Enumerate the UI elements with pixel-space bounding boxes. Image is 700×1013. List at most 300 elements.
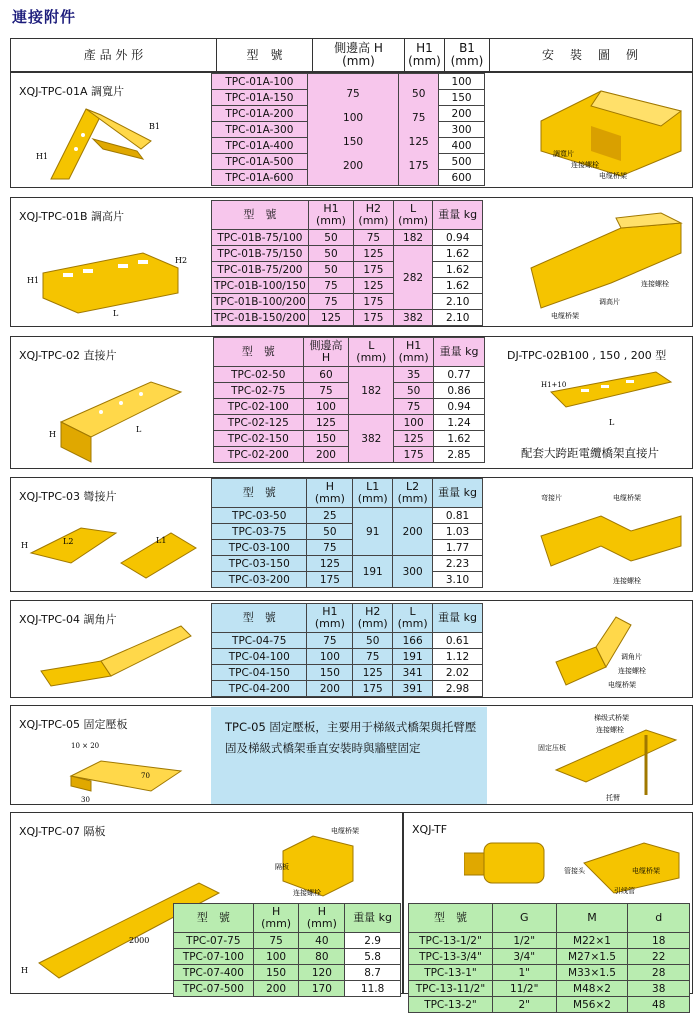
table-cell: 75	[253, 933, 299, 949]
adjust-angle-plate-diagram	[31, 621, 201, 696]
dim-h2-label: H2	[175, 256, 188, 265]
column-header: 型 號	[174, 904, 254, 933]
table-row	[212, 633, 483, 649]
dim-h-label: H	[49, 430, 56, 439]
h1-value: 125	[408, 135, 429, 148]
dim-70: 70	[141, 772, 150, 780]
table-cell: M27×1.5	[556, 949, 628, 965]
label-pipe-joint: 管接头	[564, 867, 585, 875]
table-cell: TPC-01B-75/100	[212, 230, 309, 246]
b1-cell: 300	[439, 122, 485, 138]
table-cell: TPC-13-1/2"	[409, 933, 493, 949]
table-cell: 50	[308, 230, 353, 246]
table-cell: 18	[628, 933, 690, 949]
b1-cell: 400	[439, 138, 485, 154]
label-bolt: 连接螺栓	[596, 726, 624, 734]
column-header: 重量 kg	[434, 338, 485, 367]
table-row	[212, 572, 483, 588]
table-cell: TPC-13-11/2"	[409, 981, 493, 997]
column-header: 型 號	[212, 604, 307, 633]
table-cell: TPC-01B-75/200	[212, 262, 309, 278]
column-header: L (mm)	[349, 338, 394, 367]
col-h1: H1 (mm)	[404, 39, 444, 71]
install-diagram-01b	[521, 208, 691, 323]
table-cell: 1.62	[434, 431, 485, 447]
adjust-width-plate-diagram	[31, 99, 181, 189]
table-row	[212, 681, 483, 697]
spec-table-07	[173, 903, 401, 997]
dim-b1-label: B1	[149, 122, 160, 131]
table-cell: 1/2"	[492, 933, 556, 949]
table-row	[214, 367, 485, 383]
install-diagram-01a	[531, 81, 691, 181]
table-cell: 175	[307, 572, 353, 588]
table-cell: 2.02	[433, 665, 483, 681]
table-cell: 2.98	[433, 681, 483, 697]
install-diagram-07	[273, 821, 398, 901]
column-header: L (mm)	[393, 201, 433, 230]
label-tray: 电缆桥架	[331, 827, 359, 835]
b1-cell: 200	[439, 106, 485, 122]
section-title: XQJ-TF	[412, 823, 448, 836]
table-cell: 11.8	[345, 981, 401, 997]
label-bolt: 连接螺栓	[618, 667, 646, 675]
b1-cell: 600	[439, 170, 485, 186]
column-header: L (mm)	[393, 604, 433, 633]
table-cell: 91	[353, 508, 393, 556]
fixing-plate-diagram	[31, 736, 201, 804]
table-cell: 200	[307, 681, 353, 697]
table-cell: 0.94	[433, 230, 483, 246]
table-cell: TPC-03-75	[212, 524, 307, 540]
dim-h1-label: H1	[27, 276, 40, 285]
column-header: 型 號	[212, 479, 307, 508]
table-cell: TPC-07-75	[174, 933, 254, 949]
install-diagram-05	[536, 710, 691, 804]
model-cell: TPC-01A-400	[212, 138, 308, 154]
label-angle-plate: 调角片	[621, 653, 642, 661]
table-cell: 1.62	[433, 246, 483, 262]
h1-value: 175	[408, 159, 429, 172]
table-row	[409, 997, 690, 1013]
dim-h1-10-label: H1+10	[541, 381, 567, 389]
table-cell: TPC-13-2"	[409, 997, 493, 1013]
table-cell: 175	[354, 310, 394, 326]
table-cell: 100	[394, 415, 434, 431]
table-header-row	[212, 201, 483, 230]
table-row	[212, 74, 485, 90]
label-bolt: 连接螺栓	[641, 280, 669, 288]
table-cell: TPC-02-50	[214, 367, 304, 383]
table-cell: 1"	[492, 965, 556, 981]
table-cell: 1.62	[433, 278, 483, 294]
table-cell: 75	[308, 278, 353, 294]
table-cell: 200	[393, 508, 433, 556]
table-cell: 48	[628, 997, 690, 1013]
table-cell: 175	[353, 681, 393, 697]
label-ladder-tray: 梯级式桥架	[594, 714, 629, 722]
table-cell: 2.85	[434, 447, 485, 463]
table-cell: TPC-02-75	[214, 383, 304, 399]
table-cell: 75	[307, 633, 353, 649]
table-cell: 75	[307, 540, 353, 556]
table-cell: 125	[307, 556, 353, 572]
h-value: 100	[343, 111, 364, 124]
b1-cell: 100	[439, 74, 485, 90]
table-row	[214, 415, 485, 431]
table-header-row	[174, 904, 401, 933]
table-cell: 1.03	[433, 524, 483, 540]
label-partition: 隔板	[275, 863, 289, 871]
table-cell: 175	[394, 447, 434, 463]
table-cell: 125	[308, 310, 353, 326]
table-cell: 3.10	[433, 572, 483, 588]
b1-cell: 150	[439, 90, 485, 106]
table-cell: TPC-03-200	[212, 572, 307, 588]
table-cell: 200	[253, 981, 299, 997]
model-cell: TPC-01A-300	[212, 122, 308, 138]
label-fixing-plate: 固定压板	[538, 744, 566, 752]
table-cell: TPC-07-500	[174, 981, 254, 997]
spec-table-01b	[211, 200, 483, 326]
table-cell: 382	[393, 310, 433, 326]
table-cell: TPC-04-200	[212, 681, 307, 697]
table-cell: 75	[354, 230, 394, 246]
table-header-row	[212, 479, 483, 508]
table-row	[409, 949, 690, 965]
table-cell: 1.62	[433, 262, 483, 278]
table-cell: 2.23	[433, 556, 483, 572]
table-cell: TPC-02-150	[214, 431, 304, 447]
label-tray: 电缆桥架	[632, 867, 660, 875]
h1-value: 50	[412, 87, 426, 100]
section-title: XQJ-TPC-05 固定壓板	[19, 718, 128, 731]
table-header-row	[212, 604, 483, 633]
label-tray: 电缆桥架	[608, 681, 636, 689]
table-cell: 0.94	[434, 399, 485, 415]
table-cell: 125	[394, 431, 434, 447]
model-cell: TPC-01A-150	[212, 90, 308, 106]
column-header: G	[492, 904, 556, 933]
column-header: 重量 kg	[433, 479, 483, 508]
column-header: M	[556, 904, 628, 933]
table-cell: 1.24	[434, 415, 485, 431]
table-cell: 170	[299, 981, 345, 997]
table-cell: M56×2	[556, 997, 628, 1013]
table-header-row	[214, 338, 485, 367]
dim-h1-label: H1	[36, 152, 49, 161]
column-header: 重量 kg	[433, 604, 483, 633]
h-value: 150	[343, 135, 364, 148]
label-tray: 电缆桥架	[551, 312, 579, 320]
dj-plate-diagram	[541, 367, 681, 432]
table-row	[212, 540, 483, 556]
table-row	[212, 230, 483, 246]
table-cell: 182	[393, 230, 433, 246]
label-tray: 电缆桥架	[613, 494, 641, 502]
table-cell: 75	[353, 649, 393, 665]
model-cell: TPC-01A-100	[212, 74, 308, 90]
table-cell: 120	[299, 965, 345, 981]
dim-h-label: H	[21, 966, 28, 975]
dim-l-label: L	[113, 309, 119, 318]
table-cell: 28	[628, 965, 690, 981]
table-cell: 191	[353, 556, 393, 588]
table-cell: 125	[353, 665, 393, 681]
section-title: XQJ-TPC-03 彎接片	[19, 490, 117, 503]
model-cell: TPC-01A-600	[212, 170, 308, 186]
spec-table-01a	[211, 73, 485, 186]
spec-table-02	[213, 337, 485, 463]
table-cell: 8.7	[345, 965, 401, 981]
spec-table-04	[211, 603, 483, 697]
dim-h-label: H	[21, 541, 28, 550]
column-header: 型 號	[214, 338, 304, 367]
col-h: 側邊高 H (mm)	[312, 39, 404, 71]
table-cell: 100	[253, 949, 299, 965]
section-05	[10, 705, 693, 805]
table-row	[409, 981, 690, 997]
dim-l2-label: L2	[63, 537, 74, 546]
section-title: XQJ-TPC-01B 調高片	[19, 210, 125, 223]
table-row	[212, 508, 483, 524]
dim-l-label: L	[136, 425, 142, 434]
col-b1: B1 (mm)	[444, 39, 489, 71]
table-cell: TPC-04-100	[212, 649, 307, 665]
table-cell: 0.61	[433, 633, 483, 649]
column-header: H1 (mm)	[308, 201, 353, 230]
label-tray: 电缆桥架	[599, 172, 627, 180]
table-cell: 3/4"	[492, 949, 556, 965]
table-cell: 2"	[492, 997, 556, 1013]
col-install: 安 裝 圖 例	[489, 39, 692, 71]
table-cell: 11/2"	[492, 981, 556, 997]
table-cell: 80	[299, 949, 345, 965]
table-cell: 391	[393, 681, 433, 697]
h-value: 200	[343, 159, 364, 172]
table-cell: 100	[303, 399, 349, 415]
column-header: H (mm)	[253, 904, 299, 933]
table-cell: 50	[353, 633, 393, 649]
table-cell: 150	[253, 965, 299, 981]
table-row	[212, 278, 483, 294]
table-row	[174, 981, 401, 997]
table-cell: 0.86	[434, 383, 485, 399]
table-cell: 5.8	[345, 949, 401, 965]
model-cell: TPC-01A-200	[212, 106, 308, 122]
label-adjust-plate: 調寬片	[553, 150, 574, 158]
column-header: L2 (mm)	[393, 479, 433, 508]
dim-l-label: L	[609, 418, 615, 427]
table-cell: TPC-13-1"	[409, 965, 493, 981]
table-cell: 50	[308, 246, 353, 262]
table-cell: TPC-01B-150/200	[212, 310, 309, 326]
table-cell: 38	[628, 981, 690, 997]
section-01b	[10, 197, 693, 327]
table-cell: 300	[393, 556, 433, 588]
table-cell: 75	[394, 399, 434, 415]
column-header: H2 (mm)	[354, 201, 394, 230]
table-cell: 0.77	[434, 367, 485, 383]
label-arm: 托臂	[606, 794, 620, 802]
table-cell: 50	[308, 262, 353, 278]
b1-cell: 500	[439, 154, 485, 170]
install-diagram-04	[546, 607, 691, 695]
dim-10x20: 10 × 20	[71, 742, 100, 750]
label-adjust-plate: 调高片	[599, 298, 620, 306]
table-row	[212, 246, 483, 262]
table-cell: 282	[393, 246, 433, 310]
dim-l1-label: L1	[156, 536, 167, 545]
table-cell: 40	[299, 933, 345, 949]
model-cell: TPC-01A-500	[212, 154, 308, 170]
col-product: 產 品 外 形	[83, 47, 144, 62]
column-header: 重量 kg	[433, 201, 483, 230]
table-cell: TPC-07-400	[174, 965, 254, 981]
table-cell: 2.10	[433, 310, 483, 326]
table-cell: M33×1.5	[556, 965, 628, 981]
column-header: H1 (mm)	[307, 604, 353, 633]
table-cell: 125	[303, 415, 349, 431]
table-cell: 25	[307, 508, 353, 524]
column-header: 型 號	[212, 201, 309, 230]
column-header: H (mm)	[299, 904, 345, 933]
spec-table-03	[211, 478, 483, 588]
dim-l-label: 2000	[129, 936, 150, 945]
column-header: H1 (mm)	[394, 338, 434, 367]
label-lead-pipe: 引线管	[614, 887, 635, 895]
table-row	[174, 949, 401, 965]
column-header: d	[628, 904, 690, 933]
bend-plate-diagram	[21, 508, 201, 588]
table-row	[212, 665, 483, 681]
table-cell: 60	[303, 367, 349, 383]
table-cell: 1.77	[433, 540, 483, 556]
table-cell: 1.12	[433, 649, 483, 665]
table-cell: M48×2	[556, 981, 628, 997]
table-cell: 75	[303, 383, 349, 399]
table-cell: 0.81	[433, 508, 483, 524]
table-cell: 100	[307, 649, 353, 665]
table-cell: 125	[354, 278, 394, 294]
table-row	[174, 933, 401, 949]
table-cell: TPC-07-100	[174, 949, 254, 965]
table-row	[212, 524, 483, 540]
section-title: XQJ-TPC-04 調角片	[19, 613, 117, 626]
dim-30: 30	[81, 796, 90, 804]
adjust-height-plate-diagram	[23, 238, 193, 318]
table-cell: 182	[349, 367, 394, 415]
table-cell: 2.9	[345, 933, 401, 949]
column-header: L1 (mm)	[353, 479, 393, 508]
page-title: 連接附件	[12, 8, 77, 26]
table-cell: 50	[394, 383, 434, 399]
section-07	[10, 812, 403, 994]
section-title: XQJ-TPC-02 直接片	[19, 349, 117, 362]
table-row	[409, 933, 690, 949]
table-row	[174, 965, 401, 981]
table-cell: TPC-01B-75/150	[212, 246, 309, 262]
section-01a	[10, 72, 693, 188]
section-04	[10, 600, 693, 698]
table-cell: TPC-13-3/4"	[409, 949, 493, 965]
table-cell: TPC-03-150	[212, 556, 307, 572]
table-cell: TPC-02-125	[214, 415, 304, 431]
table-row	[409, 965, 690, 981]
table-row	[212, 649, 483, 665]
table-cell: 150	[307, 665, 353, 681]
note-box-05	[211, 707, 487, 804]
table-row	[212, 310, 483, 326]
table-header-row	[409, 904, 690, 933]
pipe-joint-diagram	[464, 833, 689, 901]
table-row	[212, 262, 483, 278]
table-cell: 341	[393, 665, 433, 681]
table-cell: 125	[354, 246, 394, 262]
dj-note: 配套大跨距電纜橋架直接片	[521, 446, 659, 460]
section-title: XQJ-TPC-07 隔板	[19, 825, 106, 838]
dj-type-title: DJ-TPC-02B100 , 150 , 200 型	[507, 349, 667, 362]
table-cell: 150	[303, 431, 349, 447]
h1-value: 75	[412, 111, 426, 124]
table-cell: 2.10	[433, 294, 483, 310]
table-row	[212, 294, 483, 310]
install-diagram-03	[531, 486, 691, 586]
table-cell: 191	[393, 649, 433, 665]
section-02	[10, 336, 693, 469]
table-cell: TPC-01B-100/150	[212, 278, 309, 294]
table-cell: 22	[628, 949, 690, 965]
table-cell: 175	[354, 294, 394, 310]
table-cell: TPC-02-200	[214, 447, 304, 463]
label-bolt: 连接螺栓	[571, 161, 599, 169]
section-13	[403, 812, 693, 1011]
h-value: 75	[346, 87, 360, 100]
table-cell: TPC-02-100	[214, 399, 304, 415]
label-bolt: 连接螺栓	[293, 889, 321, 897]
table-cell: M22×1	[556, 933, 628, 949]
table-cell: TPC-04-150	[212, 665, 307, 681]
h1-values	[399, 74, 439, 186]
fixing-plate-note: TPC-05 固定壓板，主要用于梯級式橋架與托臂壓固及梯級式橋架垂直安裝時與牆壁固定	[225, 720, 477, 755]
table-row	[212, 556, 483, 572]
label-bend-plate: 弯接片	[541, 494, 562, 502]
h-values	[307, 74, 398, 186]
table-cell: 75	[308, 294, 353, 310]
table-cell: 382	[349, 415, 394, 463]
col-model: 型 號	[216, 39, 312, 71]
table-cell: TPC-01B-100/200	[212, 294, 309, 310]
column-header: 側邊高 H	[303, 338, 349, 367]
table-cell: TPC-03-50	[212, 508, 307, 524]
column-header-bar	[10, 38, 693, 72]
straight-plate-diagram	[41, 377, 191, 467]
label-bolt: 连接螺栓	[613, 577, 641, 585]
table-cell: TPC-03-100	[212, 540, 307, 556]
column-header: 重量 kg	[345, 904, 401, 933]
table-cell: 166	[393, 633, 433, 649]
column-header: 型 號	[409, 904, 493, 933]
column-header: H2 (mm)	[353, 604, 393, 633]
table-cell: 175	[354, 262, 394, 278]
table-cell: 50	[307, 524, 353, 540]
section-title: XQJ-TPC-01A 調寬片	[19, 85, 125, 98]
table-cell: 35	[394, 367, 434, 383]
section-03	[10, 477, 693, 592]
table-cell: TPC-04-75	[212, 633, 307, 649]
column-header: H (mm)	[307, 479, 353, 508]
table-cell: 200	[303, 447, 349, 463]
